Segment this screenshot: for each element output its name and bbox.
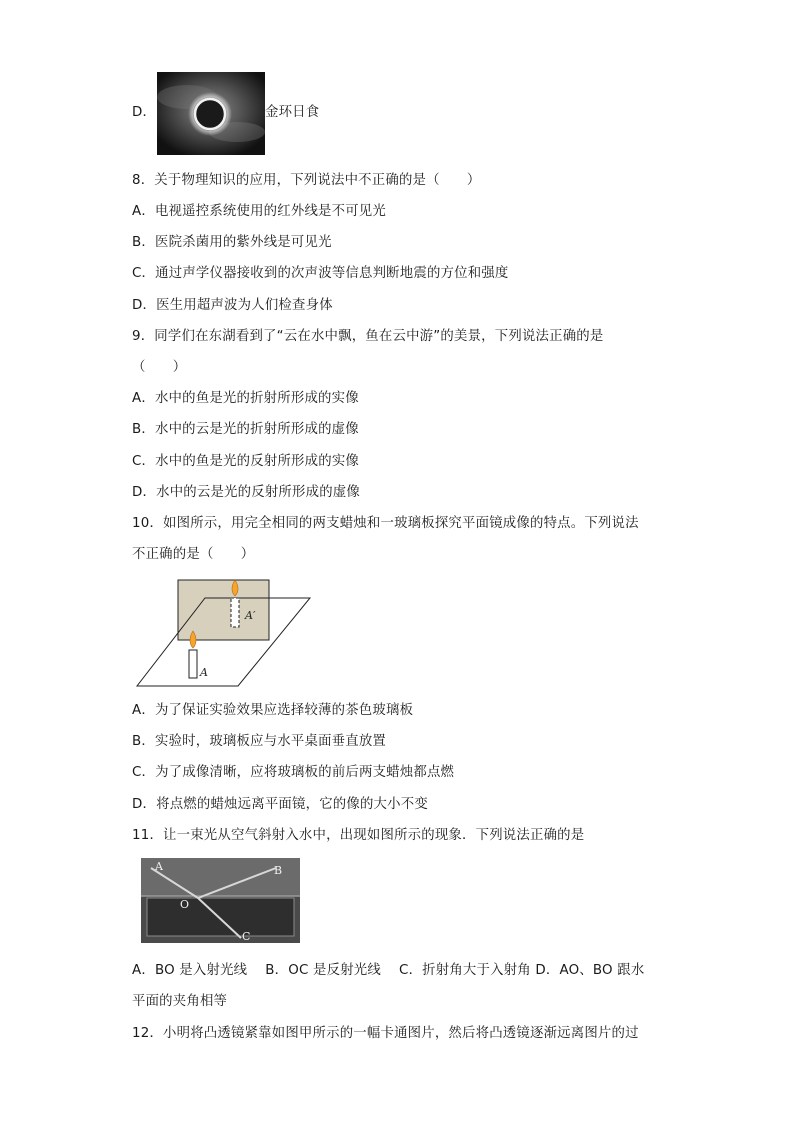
q8-option-b: B．医院杀菌用的紫外线是可见光 [132, 235, 332, 250]
q11-options-line1: A．BO 是入射光线 B．OC 是反射光线 C．折射角大于入射角 D．AO、BO 跟水 [132, 963, 645, 978]
q9-option-b: B．水中的云是光的折射所形成的虚像 [132, 422, 359, 437]
q11-stem: 11．让一束光从空气斜射入水中，出现如图所示的现象．下列说法正确的是 [132, 828, 585, 843]
q9-stem-line2: （ ） [132, 360, 187, 375]
label-b: B [274, 864, 283, 877]
q8-stem: 8．关于物理知识的应用，下列说法中不正确的是（ ） [132, 173, 481, 188]
q10-option-d: D．将点燃的蜡烛远离平面镜，它的像的大小不变 [132, 797, 428, 812]
q10-option-c: C．为了成像清晰，应将玻璃板的前后两支蜡烛都点燃 [132, 765, 455, 780]
water-tank-inner [147, 898, 294, 936]
q10-option-a: A．为了保证实验效果应选择较薄的茶色玻璃板 [132, 703, 414, 718]
image-candle [231, 598, 239, 627]
q8-option-d: D．医生用超声波为人们检查身体 [132, 298, 333, 313]
q9-stem-line1: 9．同学们在东湖看到了“云在水中飘，鱼在云中游”的美景，下列说法正确的是 [132, 329, 604, 344]
q10-stem-line1: 10．如图所示，用完全相同的两支蜡烛和一玻璃板探究平面镜成像的特点。下列说法 [132, 516, 639, 531]
q11-options-line2: 平面的夹角相等 [132, 994, 228, 1009]
q8-option-c: C．通过声学仪器接收到的次声波等信息判断地震的方位和强度 [132, 266, 509, 281]
q9-option-d: D．水中的云是光的反射所形成的虚像 [132, 485, 360, 500]
label-a: A [200, 666, 208, 679]
real-candle [189, 650, 197, 678]
label-o: O [180, 898, 190, 911]
q9-option-a: A．水中的鱼是光的折射所形成的实像 [132, 391, 359, 406]
q8-option-a: A．电视遥控系统使用的红外线是不可见光 [132, 204, 386, 219]
light-refraction-photo [141, 858, 300, 943]
label-c: C [242, 930, 251, 943]
q7-option-d-text: 金环日食 [265, 105, 320, 120]
q9-option-c: C．水中的鱼是光的反射所形成的实像 [132, 454, 359, 469]
q10-stem-line2: 不正确的是（ ） [132, 547, 255, 562]
q12-stem-line1: 12．小明将凸透镜紧靠如图甲所示的一幅卡通图片，然后将凸透镜逐渐远离图片的过 [132, 1026, 639, 1041]
q7-option-d-prefix: D． [132, 105, 157, 120]
plane-mirror-candle-diagram [135, 576, 315, 690]
annular-eclipse-photo [157, 72, 265, 155]
label-a: A [155, 860, 163, 873]
q10-option-b: B．实验时，玻璃板应与水平桌面垂直放置 [132, 734, 387, 749]
label-a-prime: A′ [245, 609, 256, 622]
